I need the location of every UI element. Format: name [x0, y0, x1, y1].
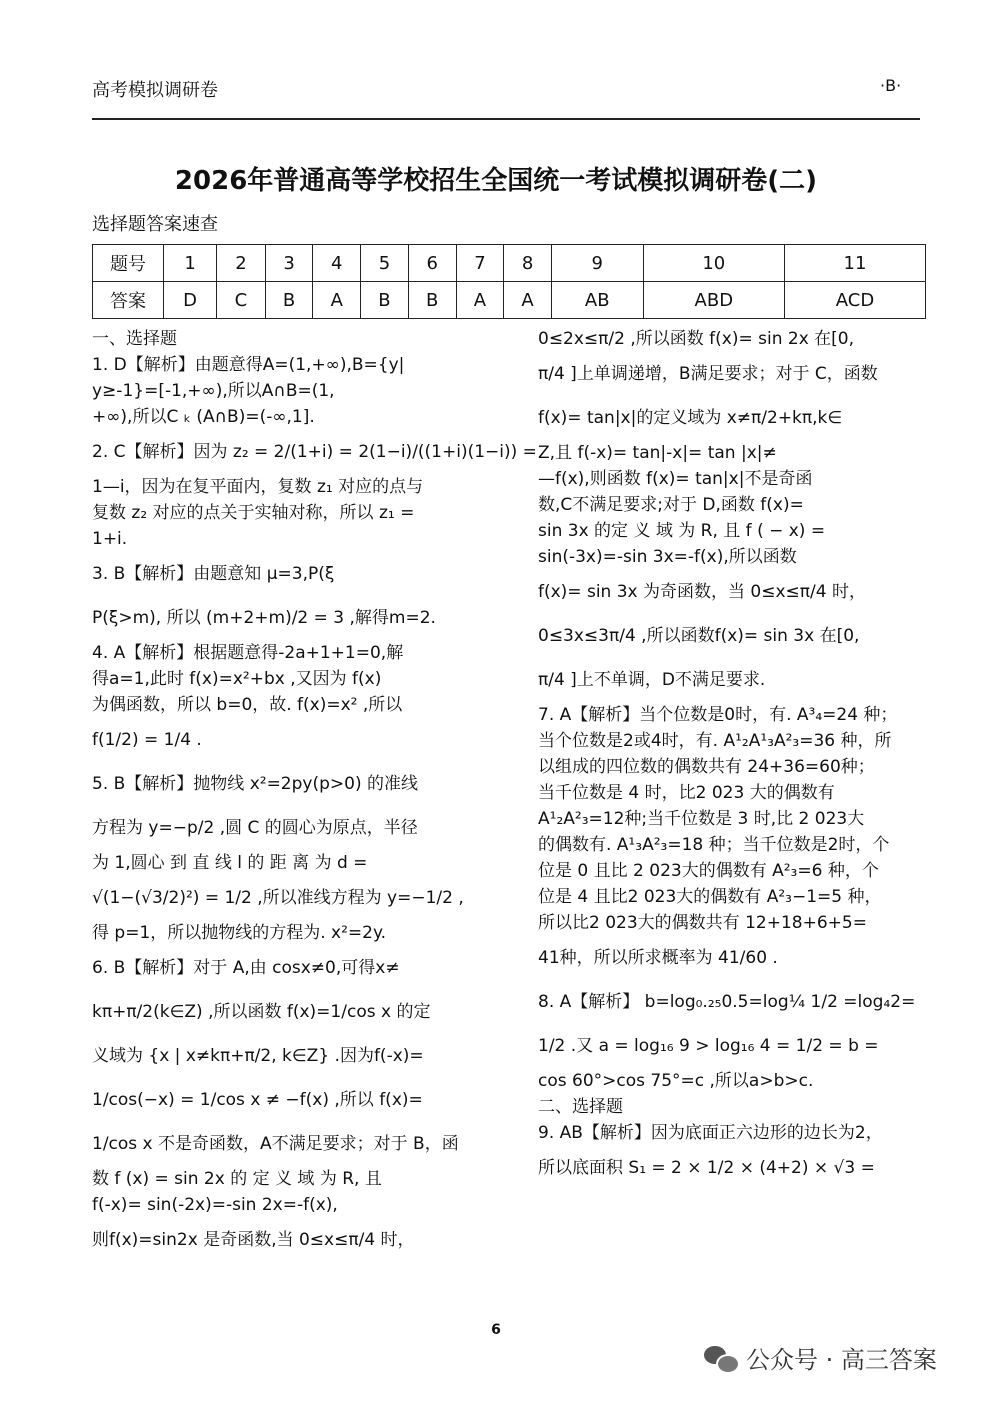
solution-line: —f(x),则函数 f(x)= tan|x|不是奇函	[538, 469, 813, 489]
section-heading: 二、选择题	[538, 1097, 623, 1117]
solution-line: f(1/2) = 1/4 .	[92, 730, 202, 750]
solution-line: 位是 4 且比2 023大的偶数有 A²₃−1=5 种，	[538, 887, 882, 907]
solution-line: f(-x)= sin(-2x)=-sin 2x=-f(x),	[92, 1195, 338, 1215]
solution-line: 2. C【解析】因为 z₂ = 2/(1+i) = 2(1−i)/((1+i)(1−i)) =	[92, 442, 537, 462]
solution-line: A¹₂A²₃=12种;当千位数是 3 时,比 2 023大	[538, 809, 865, 829]
question-number: 1	[164, 245, 217, 282]
quick-answer-label: 选择题答案速查	[92, 214, 218, 235]
header-title: 高考模拟调研卷	[92, 80, 218, 101]
question-number: 11	[784, 245, 925, 282]
solution-line: 8. A【解析】 b=log₀.₂₅0.5=log¼ 1/2 =log₄2=	[538, 992, 916, 1012]
solution-line: 1—i，因为在复平面内，复数 z₁ 对应的点与	[92, 477, 424, 497]
solution-line: π/4 ]上单调递增，B满足要求；对于 C，函数	[538, 364, 878, 384]
solution-line: π/4 ]上不单调，D不满足要求.	[538, 670, 766, 690]
solution-line: √(1−(√3/2)²) = 1/2 ,所以准线方程为 y=−1/2 ,	[92, 888, 464, 908]
solution-line: cos 60°>cos 75°=c ,所以a>b>c.	[538, 1071, 814, 1091]
solution-line: 为 1,圆心 到 直 线 l 的 距 离 为 d =	[92, 853, 368, 873]
answer-cell: B	[265, 282, 313, 319]
solution-line: 0≤3x≤3π/4 ,所以函数f(x)= sin 3x 在[0,	[538, 626, 860, 646]
left-column	[92, 326, 537, 1262]
solution-line: sin(-3x)=-sin 3x=-f(x),所以函数	[538, 547, 797, 567]
answer-table-number-row	[93, 245, 926, 282]
row-label-answer: 答案	[93, 282, 164, 319]
answer-table	[92, 244, 926, 319]
watermark	[704, 1340, 937, 1375]
solution-line: 得 p=1，所以抛物线的方程为. x²=2y.	[92, 923, 387, 943]
answer-cell: C	[217, 282, 266, 319]
right-column	[538, 326, 930, 1190]
solution-line: sin 3x 的定 义 域 为 R, 且 f ( − x) =	[538, 521, 826, 541]
solution-line: 7. A【解析】当个位数是0时，有. A³₄=24 种；	[538, 705, 898, 725]
solution-line: 当个位数是2或4时，有. A¹₂A¹₃A²₃=36 种，所	[538, 731, 892, 751]
solution-line: 所以比2 023大的偶数共有 12+18+6+5=	[538, 913, 867, 933]
question-number: 10	[643, 245, 784, 282]
answer-cell: ACD	[784, 282, 925, 319]
solution-line: 1+i.	[92, 529, 128, 549]
solution-line: 4. A【解析】根据题意得-2a+1+1=0,解	[92, 643, 404, 663]
answer-cell: ABD	[643, 282, 784, 319]
solution-line: 数 f (x) = sin 2x 的 定 义 域 为 R, 且	[92, 1169, 382, 1189]
solution-line: 为偶函数，所以 b=0，故. f(x)=x² ,所以	[92, 695, 403, 715]
question-number: 3	[265, 245, 313, 282]
solution-line: P(ξ>m), 所以 (m+2+m)/2 = 3 ,解得m=2.	[92, 608, 436, 628]
solution-line: 得a=1,此时 f(x)=x²+bx ,又因为 f(x)	[92, 669, 382, 689]
answer-cell: D	[164, 282, 217, 319]
solution-line: 的偶数有. A¹₃A²₃=18 种；当千位数是2时，个	[538, 835, 890, 855]
solution-line: 1. D【解析】由题意得A=(1,+∞),B={y|	[92, 355, 405, 375]
solution-line: 3. B【解析】由题意知 μ=3,P(ξ	[92, 564, 335, 584]
question-number: 7	[456, 245, 504, 282]
section-heading: 一、选择题	[92, 329, 177, 349]
header-version: ·B·	[880, 76, 902, 95]
solution-line: 1/cos(−x) = 1/cos x ≠ −f(x) ,所以 f(x)=	[92, 1090, 423, 1110]
answer-table-answer-row	[93, 282, 926, 319]
solution-line: 以组成的四位数的偶数共有 24+36=60种；	[538, 757, 875, 777]
solution-line: kπ+π/2(k∈Z) ,所以函数 f(x)=1/cos x 的定	[92, 1002, 431, 1022]
solution-line: Z,且 f(-x)= tan|-x|= tan |x|≠	[538, 443, 777, 463]
page-title: 2026年普通高等学校招生全国统一考试模拟调研卷(二)	[174, 166, 818, 196]
solution-line: 1/2 .又 a = log₁₆ 9 > log₁₆ 4 = 1/2 = b =	[538, 1036, 879, 1056]
question-number: 9	[551, 245, 643, 282]
solution-line: 0≤2x≤π/2 ,所以函数 f(x)= sin 2x 在[0,	[538, 329, 855, 349]
solution-line: 复数 z₂ 对应的点关于实轴对称，所以 z₁ =	[92, 503, 415, 523]
page-number: 6	[491, 1322, 501, 1338]
answer-cell: AB	[551, 282, 643, 319]
question-number: 5	[361, 245, 409, 282]
solution-line: 9. AB【解析】因为底面正六边形的边长为2，	[538, 1123, 883, 1143]
solution-line: 义域为 {x | x≠kπ+π/2, k∈Z} .因为f(-x)=	[92, 1046, 424, 1066]
solution-line: 6. B【解析】对于 A,由 cosx≠0,可得x≠	[92, 958, 400, 978]
solution-line: f(x)= sin 3x 为奇函数，当 0≤x≤π/4 时，	[538, 582, 866, 602]
solution-line: 位是 0 且比 2 023大的偶数有 A²₃=6 种，个	[538, 861, 879, 881]
answer-cell: B	[408, 282, 456, 319]
solution-line: +∞),所以C ₖ (A∩B)=(-∞,1].	[92, 407, 315, 427]
question-number: 8	[504, 245, 552, 282]
question-number: 2	[217, 245, 266, 282]
question-number: 6	[408, 245, 456, 282]
solution-line: f(x)= tan|x|的定义域为 x≠π/2+kπ,k∈	[538, 408, 843, 428]
answer-cell: A	[504, 282, 552, 319]
watermark-text: 公众号 · 高三答案	[746, 1346, 937, 1374]
wechat-icon	[704, 1344, 738, 1372]
answer-cell: A	[456, 282, 504, 319]
header-rule	[92, 118, 920, 120]
solution-line: 当千位数是 4 时，比2 023 大的偶数有	[538, 783, 835, 803]
row-label-number: 题号	[93, 245, 164, 282]
solution-line: 5. B【解析】抛物线 x²=2py(p>0) 的准线	[92, 774, 418, 794]
solution-line: 则f(x)=sin2x 是奇函数,当 0≤x≤π/4 时，	[92, 1230, 415, 1250]
solution-line: 方程为 y=−p/2 ,圆 C 的圆心为原点，半径	[92, 818, 418, 838]
solution-line: 数,C不满足要求;对于 D,函数 f(x)=	[538, 495, 804, 515]
solution-line: y≥-1}=[-1,+∞),所以A∩B=(1,	[92, 381, 335, 401]
solution-line: 所以底面积 S₁ = 2 × 1/2 × (4+2) × √3 =	[538, 1158, 875, 1178]
solution-line: 41种，所以所求概率为 41/60 .	[538, 948, 778, 968]
answer-cell: A	[313, 282, 361, 319]
question-number: 4	[313, 245, 361, 282]
answer-cell: B	[361, 282, 409, 319]
solution-line: 1/cos x 不是奇函数，A不满足要求；对于 B，函	[92, 1134, 459, 1154]
